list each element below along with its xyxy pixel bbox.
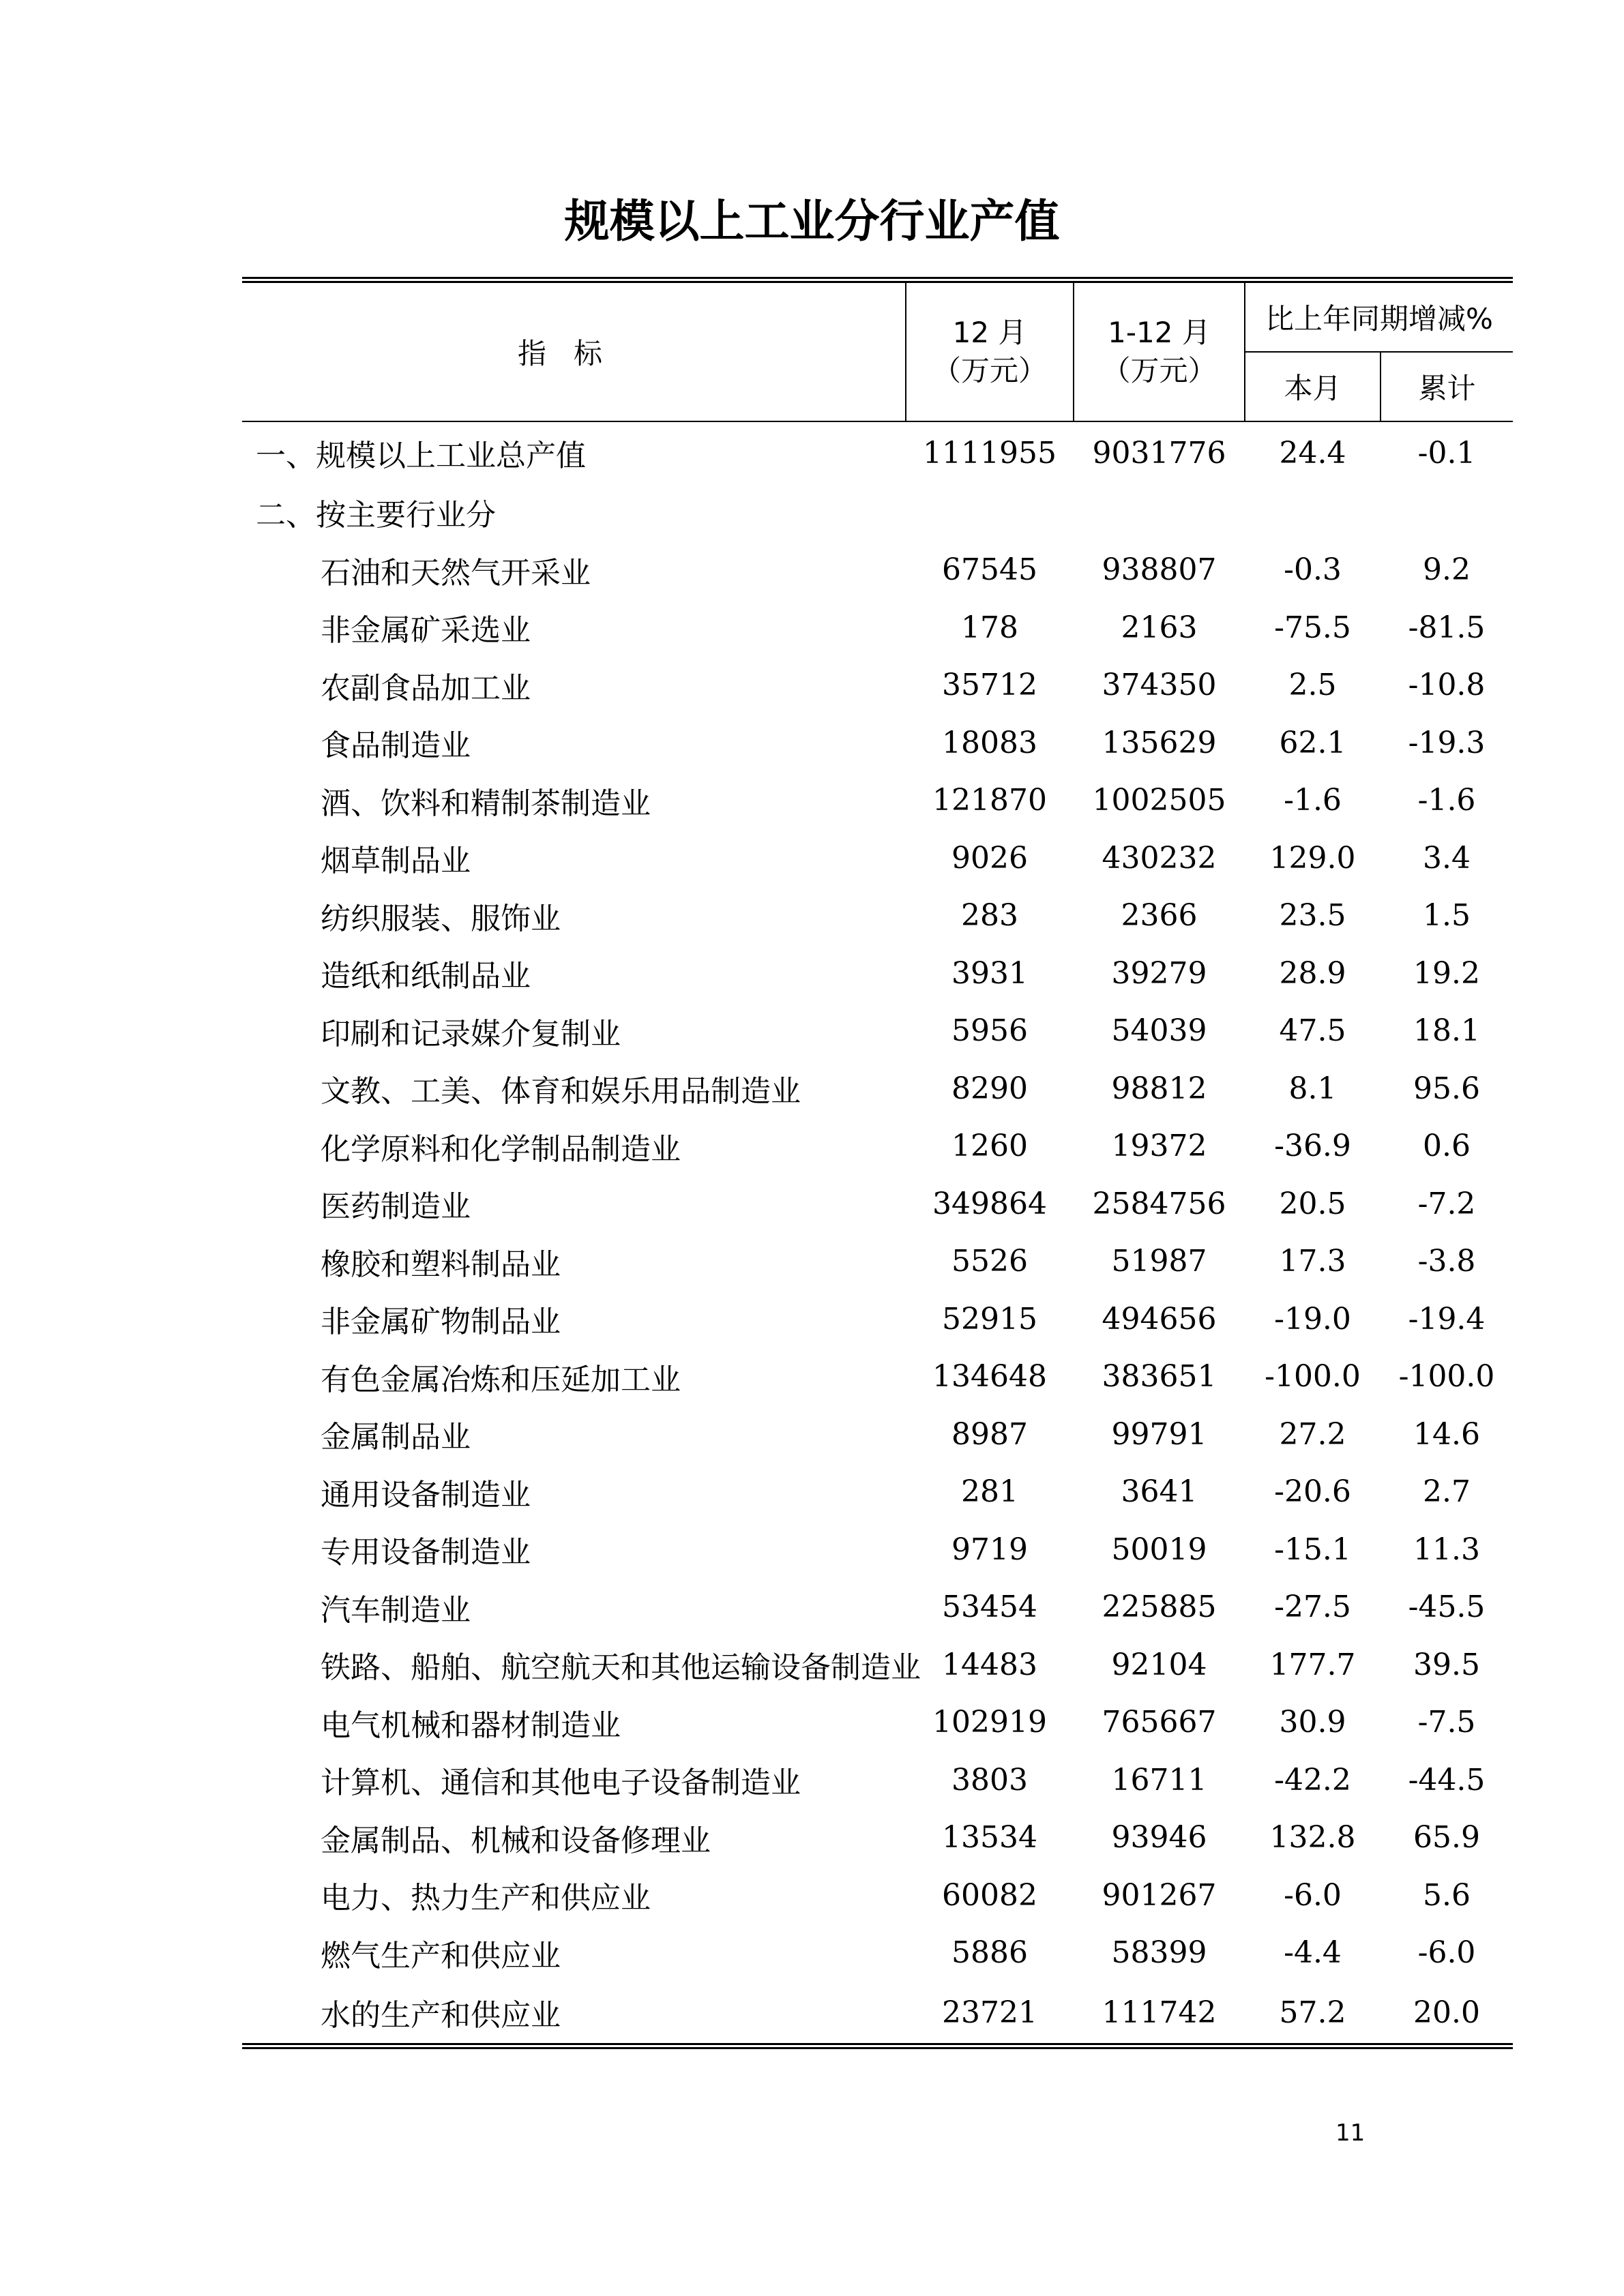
row-label: 金属制品业: [321, 1420, 471, 1455]
month-change-pct: -75.5: [1274, 610, 1351, 645]
header-yoy-cumulative: 累计: [1381, 352, 1513, 421]
table-header: [242, 280, 1513, 422]
cumulative-change-pct: -7.5: [1417, 1705, 1476, 1740]
month-value: 3931: [951, 955, 1028, 991]
row-label: 非金属矿采选业: [321, 613, 531, 648]
table-row: [242, 1233, 1513, 1291]
cumulative-change-pct: -6.0: [1417, 1935, 1476, 1971]
ytd-value: 111742: [1074, 1982, 1245, 2046]
month-value: 13534: [942, 1820, 1037, 1855]
table-row: [242, 541, 1513, 599]
month-change-pct: -20.6: [1274, 1474, 1351, 1510]
cumulative-change-pct: -100.0: [1398, 1359, 1495, 1395]
month-value: 14483: [942, 1647, 1037, 1682]
cumulative-change-pct: 3.4: [1423, 840, 1471, 876]
table-row: [242, 657, 1513, 715]
month-value: 121870: [932, 783, 1047, 818]
month-value: 53454: [942, 1590, 1037, 1625]
cumulative-change-pct: -19.4: [1408, 1301, 1486, 1337]
month-change-pct: 177.7: [1269, 1647, 1356, 1682]
ytd-value: 3641: [1121, 1474, 1198, 1510]
month-value: 178: [961, 610, 1018, 645]
cumulative-change-pct: 18.1: [1413, 1013, 1480, 1049]
month-value: 23721: [906, 1982, 1074, 2046]
ytd-value: 901267: [1102, 1877, 1217, 1913]
table-row: [242, 944, 1513, 1002]
table-row: [242, 1463, 1513, 1521]
row-label: 非金属矿物制品业: [321, 1304, 561, 1340]
row-label: 化学原料和化学制品制造业: [321, 1131, 681, 1167]
header-yoy: 比上年同期增减%: [1245, 280, 1513, 353]
table-row: [242, 1866, 1513, 1924]
cumulative-change-pct: -1.6: [1417, 783, 1476, 818]
row-label: 纺织服装、服饰业: [321, 901, 561, 936]
table-row: [242, 1175, 1513, 1233]
ytd-value: 54039: [1111, 1013, 1207, 1049]
month-value: 8987: [951, 1416, 1028, 1452]
table-row: [242, 829, 1513, 887]
month-change-pct: 129.0: [1269, 840, 1356, 876]
month-change-pct: 132.8: [1269, 1820, 1356, 1855]
month-value: 1260: [951, 1129, 1028, 1164]
month-change-pct: 28.9: [1279, 955, 1346, 991]
ytd-value: 2584756: [1092, 1186, 1226, 1221]
month-change-pct: -0.3: [1284, 552, 1342, 588]
ytd-value: 50019: [1111, 1532, 1207, 1567]
page-title: 规模以上工业分行业产值: [564, 195, 1060, 248]
month-change-pct: 8.1: [1288, 1071, 1337, 1106]
month-change-pct: 17.3: [1279, 1244, 1346, 1279]
row-label: 二、按主要行业分: [256, 498, 496, 533]
table-row: [242, 1118, 1513, 1176]
cumulative-change-pct: 5.6: [1423, 1877, 1471, 1913]
ytd-value: 58399: [1111, 1935, 1207, 1971]
cumulative-change-pct: 95.6: [1413, 1071, 1480, 1106]
month-value: 349864: [932, 1186, 1047, 1221]
ytd-value: 1002505: [1092, 783, 1226, 818]
month-change-pct: -19.0: [1274, 1301, 1351, 1337]
cumulative-change-pct: -19.3: [1408, 725, 1486, 760]
header-ytd-line1: 1-12 月: [1108, 316, 1211, 349]
month-change-pct: 20.5: [1279, 1186, 1346, 1221]
cumulative-change-pct: -44.5: [1408, 1762, 1486, 1798]
month-value: 3803: [951, 1762, 1028, 1798]
month-value: 5526: [951, 1244, 1028, 1279]
month-change-pct: 2.5: [1288, 668, 1337, 703]
month-value: [906, 483, 1074, 541]
month-value: 5886: [951, 1935, 1028, 1971]
month-change-pct: -42.2: [1274, 1762, 1351, 1798]
ytd-value: 765667: [1102, 1705, 1217, 1740]
month-change-pct: -1.6: [1284, 783, 1342, 818]
month-change-pct: -15.1: [1274, 1532, 1351, 1567]
cumulative-change-pct: 65.9: [1413, 1820, 1480, 1855]
cumulative-change-pct: 1.5: [1423, 898, 1471, 934]
month-change-pct: 23.5: [1279, 898, 1346, 934]
cumulative-change-pct: -45.5: [1408, 1590, 1486, 1625]
row-label: 印刷和记录媒介复制业: [321, 1016, 621, 1052]
ytd-value: 494656: [1102, 1301, 1217, 1337]
cumulative-change-pct: 0.6: [1423, 1129, 1471, 1164]
row-label: 电力、热力生产和供应业: [321, 1881, 651, 1916]
table-row: [242, 1405, 1513, 1463]
header-indicator: 指标: [242, 280, 906, 422]
cumulative-change-pct: 19.2: [1413, 955, 1480, 991]
ytd-value: 19372: [1111, 1129, 1207, 1164]
month-value: 102919: [932, 1705, 1047, 1740]
ytd-value: 2163: [1121, 610, 1198, 645]
table-row: [242, 1348, 1513, 1406]
month-value: 67545: [942, 552, 1037, 588]
table-row: [242, 1751, 1513, 1809]
ytd-value: [1074, 483, 1245, 541]
month-change-pct: 57.2: [1245, 1982, 1381, 2046]
header-ytd-line2: （万元）: [1102, 354, 1217, 387]
row-label: 水的生产和供应业: [242, 1982, 906, 2046]
table-row: [242, 1809, 1513, 1867]
header-month-line2: （万元）: [932, 354, 1047, 387]
row-label: 文教、工美、体育和娱乐用品制造业: [321, 1074, 801, 1109]
row-label: 汽车制造业: [321, 1592, 471, 1628]
table-row: [242, 1636, 1513, 1694]
table-row: [242, 1002, 1513, 1060]
month-value: 18083: [942, 725, 1037, 760]
ytd-value: 16711: [1111, 1762, 1207, 1798]
table-row: [242, 1521, 1513, 1579]
month-value: 9719: [951, 1532, 1028, 1567]
row-label: 专用设备制造业: [321, 1535, 531, 1570]
ytd-value: 92104: [1111, 1647, 1207, 1682]
row-label: 铁路、船舶、航空航天和其他运输设备制造业: [321, 1650, 921, 1686]
table-row: [242, 599, 1513, 657]
month-change-pct: -27.5: [1274, 1590, 1351, 1625]
cumulative-change-pct: -7.2: [1417, 1186, 1476, 1221]
table-row: [242, 483, 1513, 541]
ytd-value: 383651: [1102, 1359, 1217, 1395]
cumulative-change-pct: 2.7: [1423, 1474, 1471, 1510]
cumulative-change-pct: -0.1: [1417, 435, 1476, 471]
row-label: 橡胶和塑料制品业: [321, 1247, 561, 1282]
row-label: 食品制造业: [321, 728, 471, 764]
header-month-line1: 12 月: [952, 316, 1027, 349]
row-label: 一、规模以上工业总产值: [256, 438, 586, 473]
cumulative-change-pct: -81.5: [1408, 610, 1486, 645]
table-row: [242, 887, 1513, 945]
cumulative-change-pct: 9.2: [1423, 552, 1471, 588]
ytd-value: 39279: [1111, 955, 1207, 991]
ytd-value: 51987: [1111, 1244, 1207, 1279]
cumulative-change-pct: 11.3: [1413, 1532, 1480, 1567]
ytd-value: 938807: [1102, 552, 1217, 588]
cumulative-change-pct: [1381, 483, 1513, 541]
row-label: 燃气生产和供应业: [321, 1938, 561, 1973]
ytd-value: 430232: [1102, 840, 1217, 876]
table-body: [242, 421, 1513, 2046]
page-number: 11: [1335, 2119, 1365, 2147]
table-row: [242, 714, 1513, 772]
month-change-pct: -4.4: [1284, 1935, 1342, 1971]
ytd-value: 135629: [1102, 725, 1217, 760]
row-label: 通用设备制造业: [321, 1477, 531, 1512]
month-change-pct: 47.5: [1279, 1013, 1346, 1049]
cumulative-change-pct: 39.5: [1413, 1647, 1480, 1682]
month-value: 281: [961, 1474, 1018, 1510]
cumulative-change-pct: 20.0: [1381, 1982, 1513, 2046]
ytd-value: 98812: [1111, 1071, 1207, 1106]
month-value: 35712: [942, 668, 1037, 703]
row-label: 医药制造业: [321, 1189, 471, 1225]
ytd-value: 93946: [1111, 1820, 1207, 1855]
table-row: [242, 1579, 1513, 1637]
month-value: 1111955: [923, 435, 1057, 471]
row-label: 烟草制品业: [321, 844, 471, 879]
row-label: 造纸和纸制品业: [321, 959, 531, 994]
month-value: 283: [961, 898, 1018, 934]
table-row: [242, 772, 1513, 830]
cumulative-change-pct: 14.6: [1413, 1416, 1480, 1452]
table-row: [242, 1060, 1513, 1118]
industry-output-table: [242, 277, 1513, 2049]
table-row: [242, 421, 1513, 483]
table-row: [242, 1694, 1513, 1752]
table-row: [242, 1924, 1513, 1982]
month-change-pct: -6.0: [1284, 1877, 1342, 1913]
month-change-pct: 62.1: [1279, 725, 1346, 760]
month-change-pct: 30.9: [1279, 1705, 1346, 1740]
header-yoy-month: 本月: [1245, 352, 1381, 421]
month-value: 8290: [951, 1071, 1028, 1106]
month-change-pct: 24.4: [1279, 435, 1346, 471]
row-label: 电气机械和器材制造业: [321, 1708, 621, 1743]
month-value: 52915: [942, 1301, 1037, 1337]
header-month: [906, 280, 1074, 422]
row-label: 石油和天然气开采业: [321, 555, 591, 591]
ytd-value: 99791: [1111, 1416, 1207, 1452]
ytd-value: 9031776: [1092, 435, 1226, 471]
month-value: 5956: [951, 1013, 1028, 1049]
ytd-value: 2366: [1121, 898, 1198, 934]
month-value: 9026: [951, 840, 1028, 876]
row-label: 有色金属冶炼和压延加工业: [321, 1362, 681, 1397]
table-row: [242, 1290, 1513, 1348]
month-value: 134648: [932, 1359, 1047, 1395]
month-change-pct: 27.2: [1279, 1416, 1346, 1452]
month-value: 60082: [942, 1877, 1037, 1913]
cumulative-change-pct: -3.8: [1417, 1244, 1476, 1279]
row-label: 酒、饮料和精制茶制造业: [321, 786, 651, 821]
row-label: 农副食品加工业: [321, 670, 531, 706]
row-label: 计算机、通信和其他电子设备制造业: [321, 1765, 801, 1801]
ytd-value: 374350: [1102, 668, 1217, 703]
month-change-pct: [1245, 483, 1381, 541]
month-change-pct: -100.0: [1265, 1359, 1361, 1395]
ytd-value: 225885: [1102, 1590, 1217, 1625]
header-ytd: [1074, 280, 1245, 422]
row-label: 金属制品、机械和设备修理业: [321, 1823, 711, 1858]
cumulative-change-pct: -10.8: [1408, 668, 1486, 703]
month-change-pct: -36.9: [1274, 1129, 1351, 1164]
table-row: [242, 1982, 1513, 2046]
